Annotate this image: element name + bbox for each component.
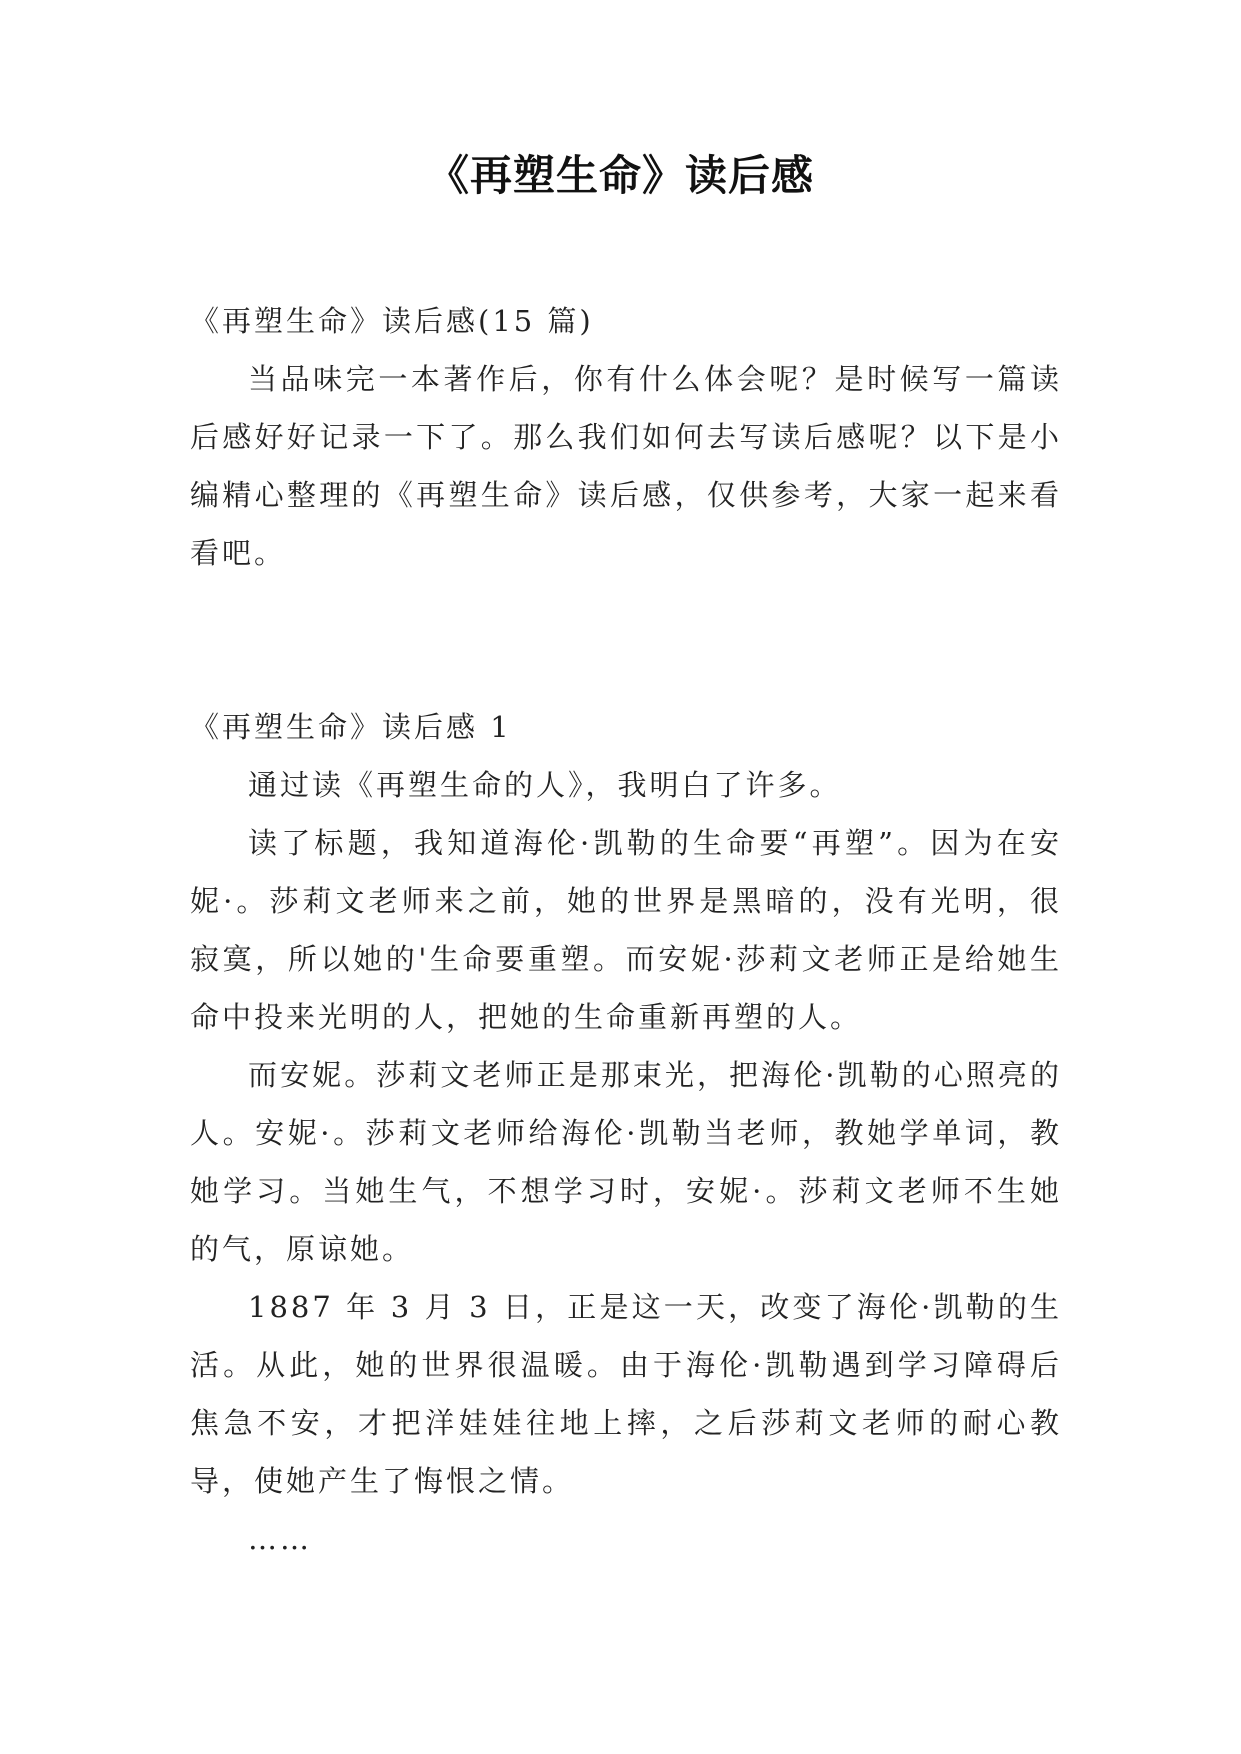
document-title: 《再塑生命》读后感 <box>426 151 814 200</box>
section-paragraph: 而安妮。莎莉文老师正是那束光，把海伦·凯勒的心照亮的人。安妮·。莎莉文老师给海伦·凯勒当老师，教她学单词，教她学习。当她生气，不想学习时，安妮·。莎莉文老师不生她的气，原谅她。 <box>190 1058 1062 1266</box>
essay-section-1 <box>190 698 1062 1568</box>
section-paragraph: 通过读《再塑生命的人》，我明白了许多。 <box>248 768 842 802</box>
intro-paragraph: 当品味完一本著作后，你有什么体会呢？是时候写一篇读后感好好记录一下了。那么我们如何去写读后感呢？以下是小编精心整理的《再塑生命》读后感，仅供参考，大家一起来看看吧。 <box>190 362 1062 570</box>
section-paragraph: 读了标题，我知道海伦·凯勒的生命要“再塑”。因为在安妮·。莎莉文老师来之前，她的世界是黑暗的，没有光明，很寂寞，所以她的'生命要重塑。而安妮·莎莉文老师正是给她生命中投来光明的人，把她的生命重新再塑的人。 <box>190 826 1062 1034</box>
ellipsis-paragraph: …… <box>248 1522 312 1556</box>
section-heading: 《再塑生命》读后感 1 <box>190 710 512 744</box>
intro-subtitle: 《再塑生命》读后感(15 篇) <box>190 304 594 338</box>
section-paragraph: 1887 年 3 月 3 日，正是这一天，改变了海伦·凯勒的生活。从此，她的世界很温暖。由于海伦·凯勒遇到学习障碍后焦急不安，才把洋娃娃往地上摔，之后莎莉文老师的耐心教导，使她产生了悔恨之情。 <box>190 1290 1062 1498</box>
intro-section <box>190 292 1062 582</box>
